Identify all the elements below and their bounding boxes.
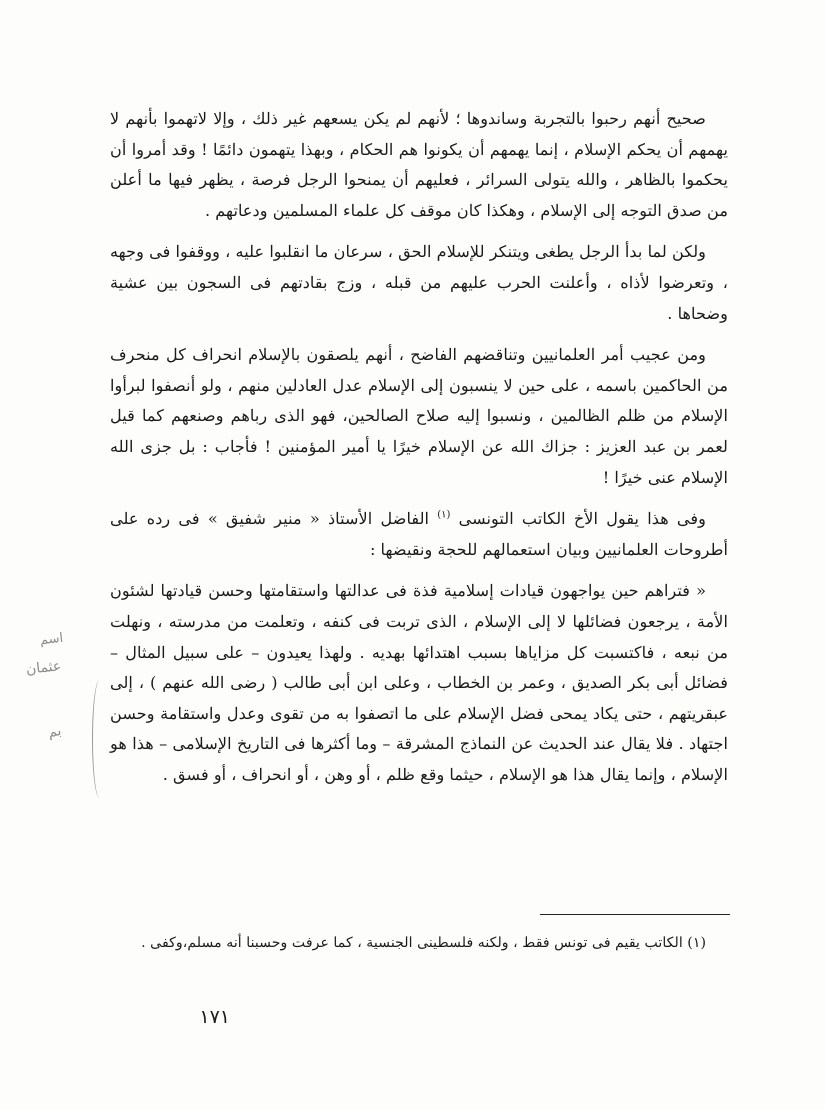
footnote-reference: (١) bbox=[437, 509, 451, 521]
intro-text-continued: الفاضل الأستاذ « منير شفيق » فى رده على أطروحات العلمانيين وبيان استعمالهم للحجة ونقيضها : bbox=[110, 509, 728, 559]
intro-text: وفى هذا يقول الأخ الكاتب التونسى bbox=[458, 509, 706, 529]
handwritten-margin-note: عثمان bbox=[25, 658, 62, 678]
handwritten-bracket-mark bbox=[92, 680, 107, 798]
page-number: ١٧١ bbox=[199, 1006, 230, 1028]
paragraph-3: ومن عجيب أمر العلمانيين وتناقضهم الفاضح ، أنهم يلصقون بالإسلام انحراف كل منحرف من الحاكمين باسمه ، على حين لا ينسبون إلى الإسلام عدل العادلين منهم ، ولو أنصفوا لبرأوا الإسلام من ظلم الظالمين ، ونسبوا إليه صلاح الصالحين، فهو الذى رباهم وصنعهم كما قيل لعمر بن عبد العزيز : جزاك الله عن الإسلام خيرًا يا أمير المؤمنين ! فأجاب : بل جزى الله الإسلام عنى خيرًا ! bbox=[110, 345, 728, 487]
block-quote: « فتراهم حين يواجهون قيادات إسلامية فذة فى عدالتها واستقامتها وحسن قيادتها لشئون الأمة ، يرجعون فضائلها لا إلى الإسلام ، الذى تربت فى كنفه ، وتعلمت من مدرسته ، ونهلت من نبعه ، فاكتسبت كل مزاياها بسبب اهتدائها بهديه . ولهذا يعيدون – على سبيل المثال – فضائل أبى بكر الصديق ، وعمر بن الخطاب ، وعلى ابن أبى طالب ( رضى الله عنهم ) ، إلى عبقريتهم ، حتى يكاد يمحى فضل الإسلام على ما اتصفوا به من تقوى وعدل واستقامة وحسن اجتهاد . فلا يقال عند الحديث عن النماذج المشرقة – وما أكثرها فى التاريخ الإسلامى – هذا هو الإسلام ، وإنما يقال هذا هو الإسلام ، حيثما وقع ظلم ، أو وهن ، أو انحراف ، أو فسق . bbox=[110, 581, 728, 784]
handwritten-margin-note: بم bbox=[46, 722, 63, 742]
footnote: (١) الكاتب يقيم فى تونس فقط ، ولكنه فلسطينى الجنسية ، كما عرفت وحسبنا أنه مسلم،وكفى . bbox=[141, 935, 706, 951]
main-text bbox=[110, 104, 728, 801]
footnote-divider bbox=[540, 914, 730, 915]
paragraph-1: صحيح أنهم رحبوا بالتجربة وساندوها ؛ لأنهم لم يكن يسعهم غير ذلك ، وإلا لاتهموا بأنهم لا يهمهم أن يحكم الإسلام ، إنما يهمهم أن يكونوا هم الحكام ، وبهذا يتهمون دائمًا ! وقد أمروا أن يحكموا بالظاهر ، والله يتولى السرائر ، فعليهم أن يمنحوا الرجل فرصة ، يظهر فيها ما أعلن من صدق التوجه إلى الإسلام ، وهكذا كان موقف كل علماء المسلمين ودعاتهم . bbox=[110, 109, 728, 220]
handwritten-margin-note: اسم bbox=[39, 630, 64, 649]
paragraph-2: ولكن لما بدأ الرجل يطغى ويتنكر للإسلام الحق ، سرعان ما انقلبوا عليه ، ووقفوا فى وجهه ، وتعرضوا لأذاه ، وأعلنت الحرب عليهم من قبله ، وزج بقادتهم فى السجون بين عشية وضحاها . bbox=[110, 242, 728, 323]
paragraph-4-intro bbox=[110, 504, 728, 565]
